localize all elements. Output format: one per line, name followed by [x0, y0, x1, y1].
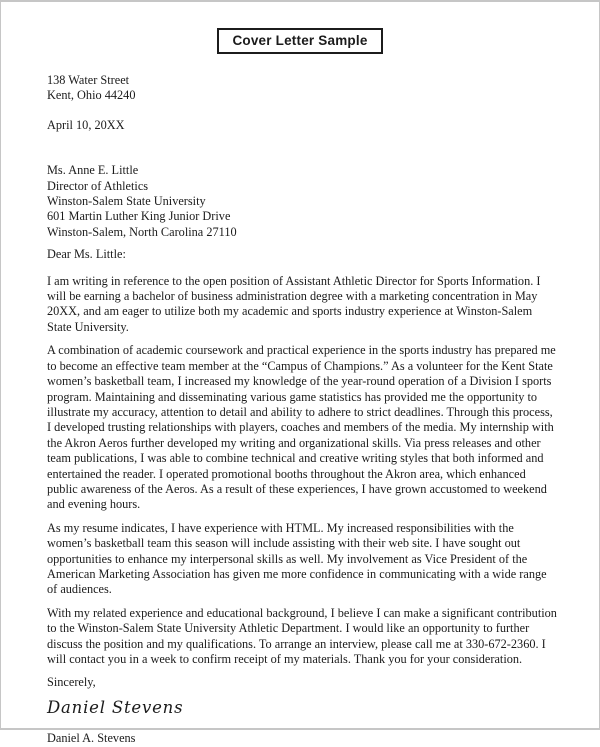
recipient-title: Director of Athletics — [47, 178, 149, 193]
paragraph-experience: A combination of academic coursework and practical experience in the sports industry has prepared me to become an effective team member at the “Campus of Champions.” As a volunteer for the Kent State women’s basketball team, I increased my knowledge of the year-round operation of a Division I sports program. Maintaining and disseminating various game statistics has provided me the opportunity to illustrate my accuracy, attention to detail and ability to adhere to strict deadlines. Through this process, I developed trusting relationships with players, coaches and members of the media. My internship with the Akron Aeros further developed my writing and organizational skills. Via press releases and other team publications, I was able to combine technical and creative writing styles that both informed and entertained the reader. I operated promotional booths throughout the Akron area, which enhanced public awareness of the Aeros. As a result of these experiences, I have grown accustomed to weekend and evening hours. — [47, 343, 556, 512]
letter-body — [1, 54, 599, 747]
salutation: Dear Ms. Little: — [47, 247, 126, 262]
complimentary-close: Sincerely, — [47, 675, 96, 690]
typed-signature-name: Daniel A. Stevens — [47, 731, 136, 746]
paragraph-introduction: I am writing in reference to the open position of Assistant Athletic Director for Sports Information. I will be earning a bachelor of business administration degree with a marketing concentration in May 20XX, and am eager to utilize both my academic and sports industry experience at Winston-Salem State University. — [47, 273, 541, 334]
recipient-street: 601 Martin Luther King Junior Drive — [47, 209, 231, 224]
title-badge: Cover Letter Sample — [217, 28, 382, 54]
recipient-name: Ms. Anne E. Little — [47, 163, 139, 178]
handwritten-signature: Daniel Stevens — [47, 697, 184, 717]
recipient-address-block — [47, 163, 557, 240]
paragraph-skills: As my resume indicates, I have experience with HTML. My increased responsibilities with the women’s basketball team this season will include assisting with their web site. I have sought out opportunities to enhance my interpersonal skills as well. My involvement as Vice President of the American Marketing Association has given me more confidence in communicating with a wide range of audiences. — [47, 520, 547, 597]
sender-address-line: Kent, Ohio 44240 — [47, 88, 136, 103]
recipient-organization: Winston-Salem State University — [47, 194, 206, 209]
sender-address-line: 138 Water Street — [47, 73, 130, 87]
paragraph-closing-request: With my related experience and educational background, I believe I can make a significant contribution to the Winston-Salem State University Athletic Department. I would like an opportunity to further discuss the position and my qualifications. To arrange an interview, please call me at 330-672-2360. I will contact you in a week to confirm receipt of my materials. Thank you for your consideration. — [47, 605, 557, 666]
date-line: April 10, 20XX — [47, 117, 125, 132]
sender-address-block — [47, 73, 557, 104]
recipient-city-state-zip: Winston-Salem, North Carolina 27110 — [47, 224, 237, 239]
